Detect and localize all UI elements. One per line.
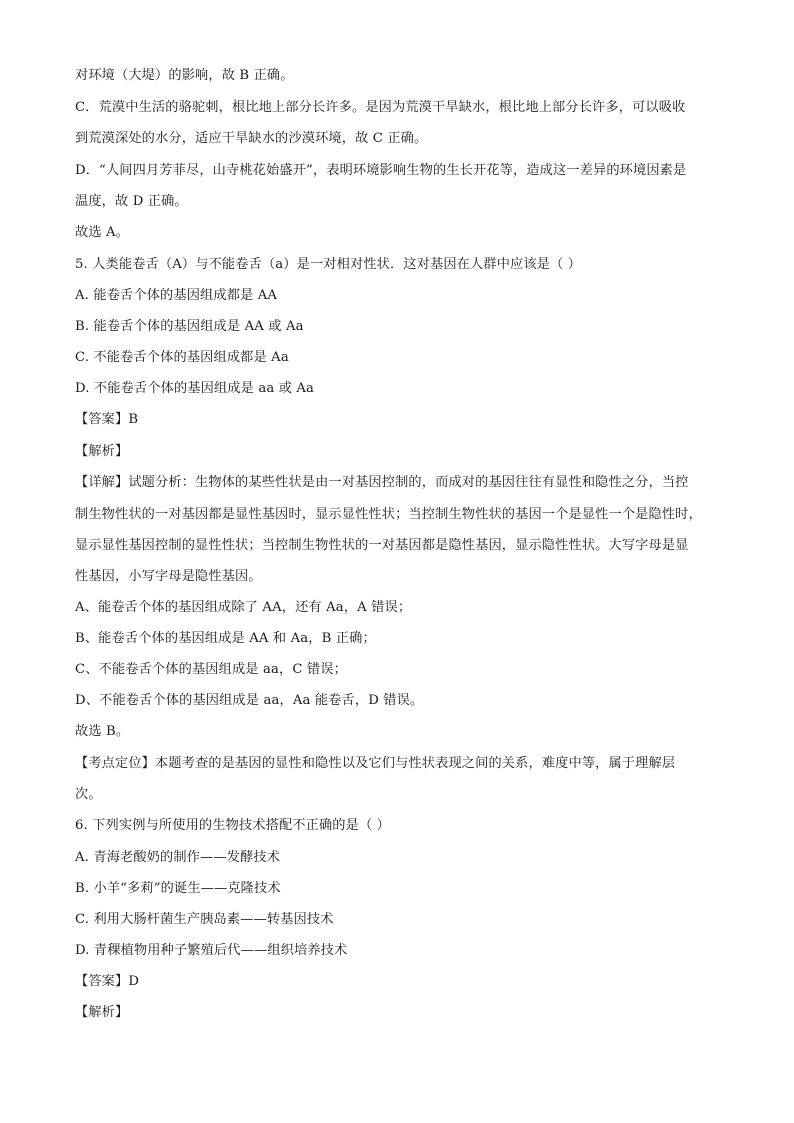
text-line: B、能卷舌个体的基因组成是 AA 和 Aa，B 正确； [75,631,376,646]
text-line: 到荒漠深处的水分，适应干旱缺水的沙漠环境，故 C 正确。 [75,131,428,146]
text-line: 温度，故 D 正确。 [75,194,188,209]
detail-text: 【详解】试题分析：生物体的某些性状是由一对基因控制的，而成对的基因往往有显性和隐性之分，当控 [75,475,689,490]
text-line: 对环境（大堤）的影响，故 B 正确。 [75,68,294,83]
detail-text: 制生物性状的一对基因都是显性基因时，显示显性性状；当控制生物性状的基因一个是显性一个是隐性时， [75,507,702,522]
text-line: C．荒漠中生活的骆驼刺，根比地上部分长许多。是因为荒漠干旱缺水，根比地上部分长许多，可以吸收 [75,100,686,115]
analysis-label: 【解析】 [75,1005,129,1020]
question-5: 5. 人类能卷舌（A）与不能卷舌（a）是一对相对性状．这对基因在人群中应该是（ ） [75,257,582,272]
detail-text: 显示显性基因控制的显性性状；当控制生物性状的一对基因都是隐性基因，显示隐性性状。大写字母是显 [75,538,689,553]
option-a: A. 能卷舌个体的基因组成都是 AA [75,288,278,303]
analysis-label: 【解析】 [75,444,129,459]
option-d: D. 不能卷舌个体的基因组成是 aa 或 Aa [75,381,315,396]
detail-text: 性基因，小写字母是隐性基因。 [75,569,262,584]
text-line: D．“人间四月芳菲尽，山寺桃花始盛开”，表明环境影响生物的生长开花等，造成这一差异的环境因素是 [75,163,687,178]
answer-label: 【答案】B [75,412,139,427]
text-line: A、能卷舌个体的基因组成除了 AA，还有 Aa，A 错误； [75,600,412,615]
question-6: 6. 下列实例与所使用的生物技术搭配不正确的是（ ） [75,818,390,833]
option-b: B. 能卷舌个体的基因组成是 AA 或 Aa [75,319,304,334]
text-line: C、不能卷舌个体的基因组成是 aa，C 错误； [75,662,347,677]
option-a: A. 青海老酸奶的制作——发酵技术 [75,850,281,865]
option-b: B. 小羊“多莉”的诞生——克隆技术 [75,881,281,896]
text-line: 故选 B。 [75,724,130,739]
text-line: D、不能卷舌个体的基因组成是 aa，Aa 能卷舌，D 错误。 [75,693,424,708]
text-line: 故选 A。 [75,225,130,240]
answer-label: 【答案】D [75,974,140,989]
option-c: C. 利用大肠杆菌生产胰岛素——转基因技术 [75,912,334,927]
knowledge-point: 次。 [75,787,102,802]
option-c: C. 不能卷舌个体的基因组成都是 Aa [75,350,289,365]
option-d: D. 青稞植物用种子繁殖后代——组织培养技术 [75,943,348,958]
knowledge-point: 【考点定位】本题考查的是基因的显性和隐性以及它们与性状表现之间的关系，难度中等，属于理解层 [75,756,676,771]
